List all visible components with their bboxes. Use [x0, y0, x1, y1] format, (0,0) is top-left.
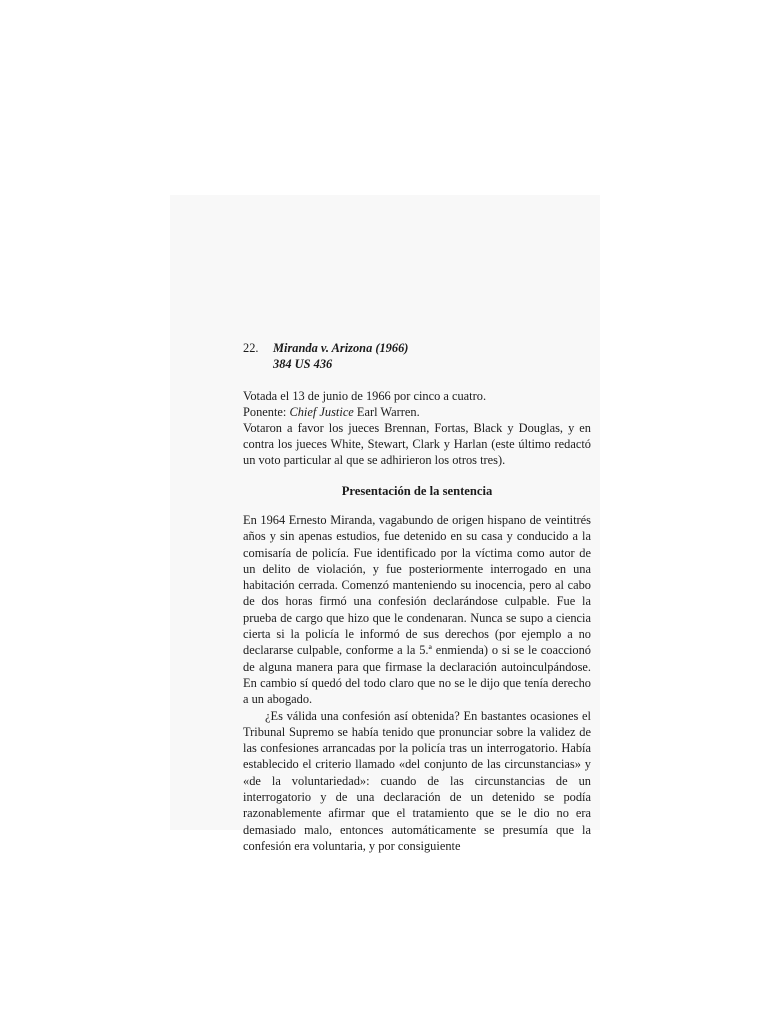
body-paragraph-1: En 1964 Ernesto Miranda, vagabundo de origen hispano de veintitrés años y sin apenas estudios, fue detenido en su casa y conducido a la comisaría de policía. Fue identificado por la víctima como autor de un delito de violación, y fue posteriormente interrogado en una habitación cerrada. Comenzó manteniendo su inocencia, pero al cabo de dos horas firmó una confesión declarándose culpable. Fue la prueba de cargo que hizo que le condenaran. Nunca se supo a ciencia cierta si la policía le informó de sus derechos (por ejemplo a no declararse culpable, conforme a la 5.ª enmienda) o si se le coaccionó de alguna manera para que firmase la declaración autoinculpándose. En cambio sí quedó del todo claro que no se le dijo que tenía derecho a un abogado. — [243, 513, 591, 707]
case-citation: 384 US 436 — [273, 357, 333, 371]
case-metadata — [243, 388, 591, 468]
body-paragraph-2: ¿Es válida una confesión así obtenida? En bastantes ocasiones el Tribunal Supremo se había tenido que pronunciar sobre la validez de las confesiones arrancadas por la policía tras un interrogatorio. Había establecido el criterio llamado «del conjunto de las circunstancias» y «de la voluntariedad»: cuando de las circunstancias de un interrogatorio y de una declaración de un detenido se podía razonablemente afirmar que el tratamiento que se le dio no era demasiado malo, entonces automáticamente se presumía que la confesión era voluntaria, y por consiguiente — [243, 708, 591, 853]
vote-date: Votada el 13 de junio de 1966 por cinco a cuatro. — [243, 389, 487, 403]
ponente-line — [243, 404, 591, 420]
section-title: Presentación de la sentencia — [341, 484, 493, 498]
case-titles — [273, 340, 408, 372]
votes-summary: Votaron a favor los jueces Brennan, Fortas, Black y Douglas, y en contra los jueces White, Stewart, Clark y Harlan (este último redactó un voto particular al que se adhirieron los otros tres). — [243, 421, 591, 467]
ponente-prefix: Ponente: — [243, 405, 290, 419]
case-number: 22. — [243, 341, 259, 355]
ponente-role: Chief Justice — [289, 405, 354, 419]
case-heading — [243, 340, 591, 372]
case-title: Miranda v. Arizona (1966) — [273, 341, 409, 355]
document-body — [243, 340, 591, 854]
ponente-name: Earl Warren. — [353, 405, 420, 419]
